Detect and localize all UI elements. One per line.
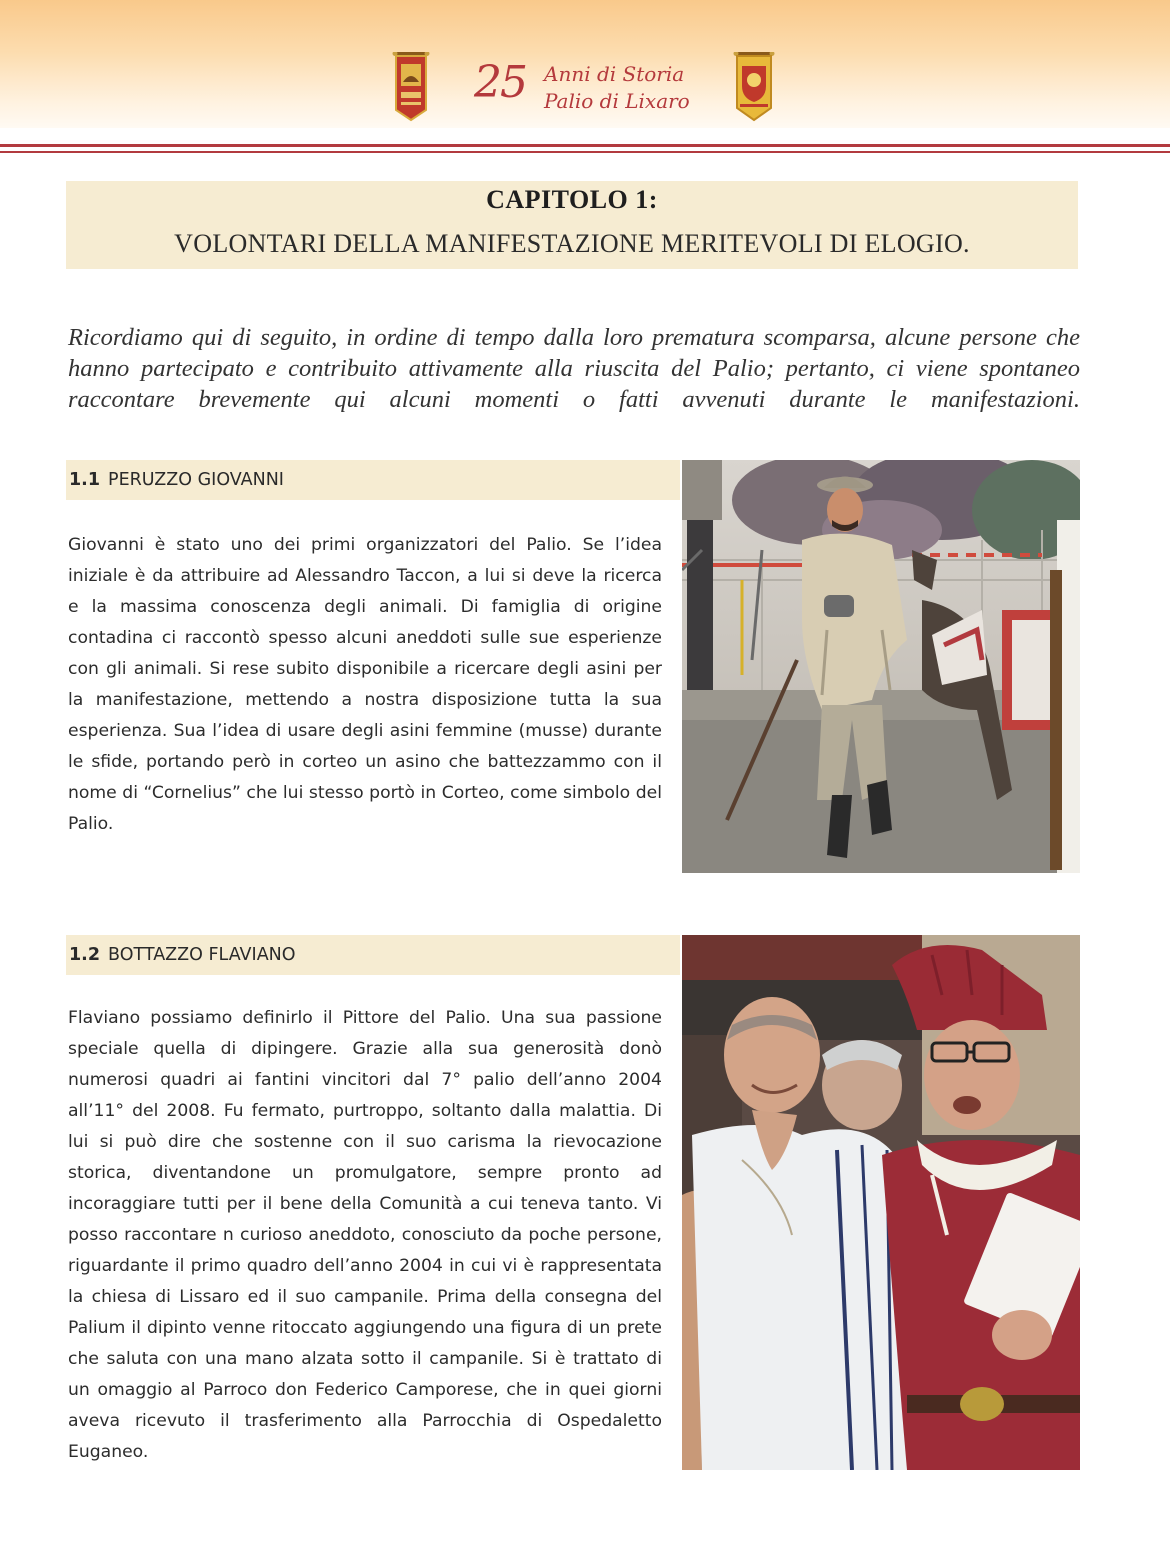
- left-banner-icon: [391, 52, 431, 122]
- photo-two-men-in-costume: [682, 935, 1080, 1470]
- intro-paragraph: Ricordiamo qui di seguito, in ordine di tempo dalla loro prematura scomparsa, alcune persone che hanno partecipato e contribuito attivamente alla riuscita del Palio; pertanto, ci viene spontaneo raccontare brevemente qui alcuni momenti o fatti avvenuti durante le manifestazioni.: [68, 324, 1080, 413]
- section-body-1: Giovanni è stato uno dei primi organizzatori del Palio. Se l’idea iniziale è da attribuire ad Alessandro Taccon, a lui si deve la ricerca e la massima conoscenza degli animali. Di famiglia di origine contadina ci raccontò spesso alcuni aneddoti sulle sue esperienze con gli animali. Si rese subito disponibile a ricercare degli asini per la manifestazione, mettendo a nostra disposizione tutta la sua esperienza. Sua l’idea di usare degli asini femmine (musse) durante le sfide, portando però in corteo un asino che battezzammo con il nome di “Cornelius” che lui stesso portò in Corteo, come simbolo del Palio.: [68, 535, 662, 834]
- photo-man-with-donkey: [682, 460, 1080, 873]
- right-banner-icon: [732, 52, 772, 122]
- section-body-2: Flaviano possiamo definirlo il Pittore del Palio. Una sua passione speciale quella di dipingere. Grazie alla sua generosità donò numerosi quadri ai fantini vincitori dal 7° palio dell’anno 2004 all’11° del 2008. Fu fermato, purtroppo, soltanto dalla malattia. Di lui si può dire che sostenne con il suo carisma la rievocazione storica, diventandone un promulgatore, sempre pronto ad incoraggiare tutti per il bene della Comunità a cui teneva tanto. Vi posso raccontare n curioso aneddoto, conosciuto da poche persone, riguardante il primo quadro dell’anno 2004 in cui vi è rappresentata la chiesa di Lissaro ed il suo campanile. Prima della consegna del Palium il dipinto venne ritoccato aggiungendo una figura di un prete che saluta con una mano alzata sotto il campanile. Si è trattato di un omaggio al Parroco don Federico Camporese, che in quei giorni aveva ricevuto il trasferimento alla Parrocchia di Ospedaletto Euganeo.: [68, 1008, 662, 1462]
- section-heading-2: [66, 935, 680, 975]
- header-brand: [474, 56, 714, 120]
- chapter-heading-box: [66, 181, 1078, 269]
- page-header: [0, 0, 1170, 128]
- brand-line-2: Palio di Lixaro: [544, 89, 690, 113]
- brand-line-1: Anni di Storia: [544, 62, 685, 86]
- header-rule-bottom: [0, 151, 1170, 153]
- section-number: 1.1: [69, 470, 101, 490]
- section-number: 1.2: [69, 945, 101, 965]
- chapter-subtitle: VOLONTARI DELLA MANIFESTAZIONE MERITEVOLI DI ELOGIO.: [174, 229, 970, 258]
- section-heading-1: [66, 460, 680, 500]
- section-title: PERUZZO GIOVANNI: [108, 470, 284, 490]
- section-title: BOTTAZZO FLAVIANO: [108, 945, 296, 965]
- chapter-title: CAPITOLO 1:: [486, 185, 658, 214]
- header-rule-top: [0, 144, 1170, 147]
- brand-number: 25: [474, 57, 526, 108]
